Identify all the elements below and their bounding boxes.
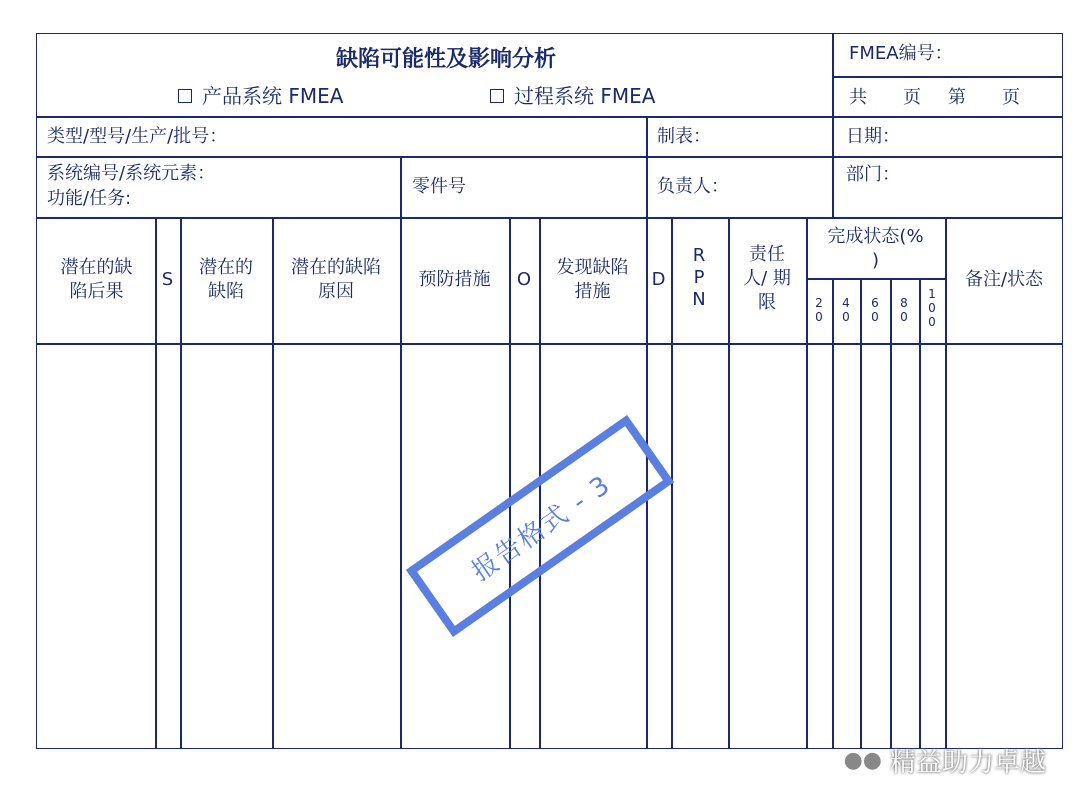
watermark: ●● 精益助力卓越: [843, 748, 1046, 778]
col-divider: [400, 156, 402, 217]
col-divider: [155, 217, 157, 749]
owner-label: 负责人：: [657, 176, 729, 197]
wechat-icon: ●●: [843, 748, 882, 773]
col-responsible: 责任 人/ 期 限: [743, 244, 791, 313]
col-divider: [832, 33, 834, 157]
col-completion-status: 完成状态(% ): [827, 226, 924, 271]
page-label: 页: [903, 87, 921, 108]
col-potential-effect: 潜在的缺 陷后果: [60, 257, 133, 302]
checkbox[interactable]: [490, 89, 504, 103]
col-divider: [806, 217, 808, 749]
date-label: 日期：: [846, 126, 900, 147]
report-format-stamp: 报告格式 - 3: [406, 415, 674, 637]
prepared-by-label: 制表：: [657, 126, 711, 147]
system-number-label: 系统编号/系统元素：: [47, 163, 216, 184]
col-rpn: R P N: [692, 245, 706, 310]
page-total-label: 共: [849, 87, 867, 108]
col-remarks: 备注/状态: [964, 269, 1044, 290]
row-divider: [806, 278, 945, 280]
row-divider: [832, 76, 1063, 78]
pct-80-label: 8 0: [900, 296, 908, 324]
col-divider: [919, 278, 921, 749]
col-prevention: 预防措施: [418, 269, 491, 290]
col-divider: [860, 278, 862, 749]
col-divider: [832, 156, 834, 217]
row-divider: [36, 156, 1063, 158]
pct-60-label: 6 0: [871, 296, 879, 324]
row-divider: [36, 217, 1063, 219]
col-divider: [509, 217, 511, 749]
checkbox[interactable]: [178, 89, 192, 103]
process-fmea-option[interactable]: 过程系统 FMEA: [490, 84, 655, 108]
col-occurrence: O: [516, 269, 532, 290]
part-number-label: 零件号: [412, 176, 466, 197]
col-divider: [646, 116, 648, 217]
department-label: 部门：: [846, 164, 900, 185]
page-label-2: 页: [1002, 87, 1020, 108]
col-potential-defect: 潜在的 缺陷: [199, 257, 253, 302]
row-divider: [36, 343, 1063, 345]
product-fmea-option[interactable]: 产品系统 FMEA: [178, 84, 343, 108]
type-model-label: 类型/型号/生产/批号：: [47, 126, 228, 147]
col-detection: 发现缺陷 措施: [556, 257, 629, 302]
col-divider: [400, 217, 402, 749]
pct-40-label: 4 0: [842, 296, 850, 324]
col-severity: S: [161, 269, 174, 290]
col-detection-rating: D: [651, 269, 666, 290]
col-potential-cause: 潜在的缺陷 原因: [291, 257, 381, 302]
pct-20-label: 2 0: [815, 296, 823, 324]
col-divider: [832, 278, 834, 749]
col-divider: [945, 217, 947, 749]
page-no-label: 第: [948, 87, 966, 108]
col-divider: [890, 278, 892, 749]
row-divider: [36, 116, 1063, 118]
function-task-label: 功能/任务:: [47, 188, 132, 209]
fmea-number-label: FMEA编号：: [849, 43, 953, 64]
pct-100-label: 1 0 0: [928, 287, 936, 329]
form-title: 缺陷可能性及影响分析: [336, 47, 557, 72]
